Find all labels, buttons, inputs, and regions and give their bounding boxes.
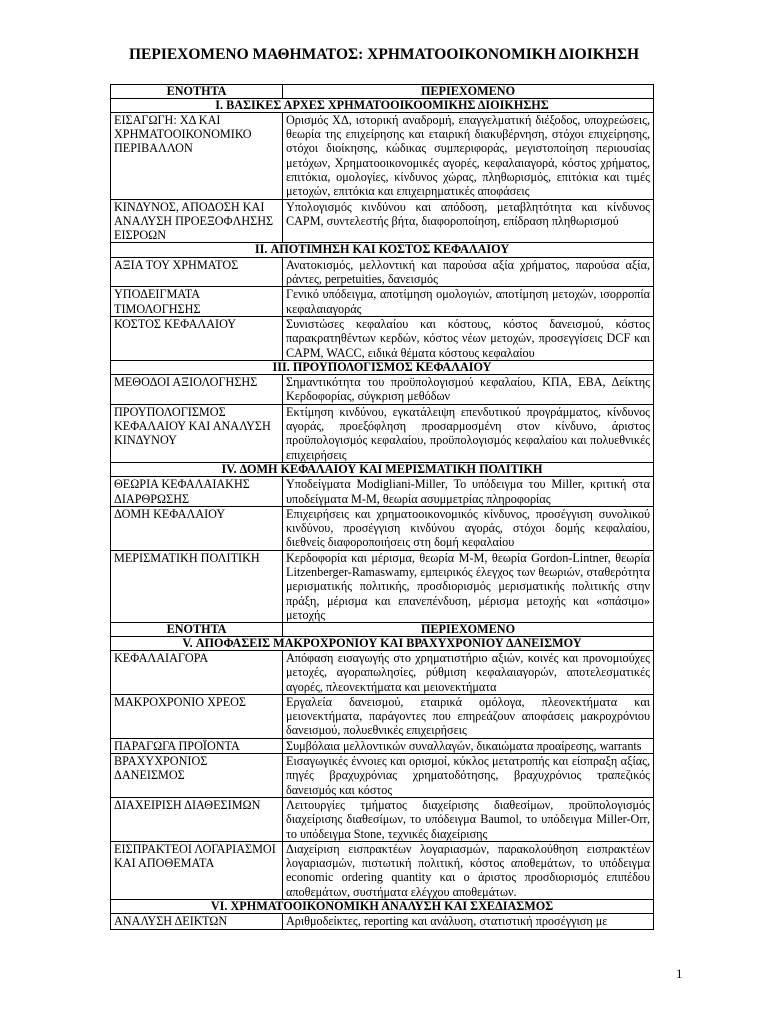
table-row bbox=[111, 914, 654, 929]
section-heading: IV. ΔΟΜΗ ΚΕΦΑΛΑΙΟΥ ΚΑΙ ΜΕΡΙΣΜΑΤΙΚΗ ΠΟΛΙΤΙΚΗ bbox=[111, 462, 654, 476]
section-heading-row bbox=[111, 462, 654, 476]
section-heading: V. ΑΠΟΦΑΣΕΙΣ ΜΑΚΡΟΧΡΟΝΙΟΥ ΚΑΙ ΒΡΑΧΥΧΡΟΝΙΟΥ ΔΑΝΕΙΣΜΟΥ bbox=[111, 636, 654, 650]
table-row bbox=[111, 375, 654, 405]
table-header-row bbox=[111, 85, 654, 99]
content-cell: Λειτουργίες τμήματος διαχείρισης διαθεσίμων, προϋπολογισμός διαχείρισης διαθεσίμων, το υπόδειγμα Baumol, το υπόδειγμα Miller-Orr, το υπόδειγμα Stone, τεχνικές διαχείρισης bbox=[283, 797, 654, 841]
content-cell: Εκτίμηση κινδύνου, εγκατάλειψη επενδυτικού προγράμματος, κίνδυνος αγοράς, προεξόφληση προσαρμοσμένη στον κίνδυνο, άριστος προϋπολογισμός κεφαλαίου, προϋπολογισμός κεφαλαίου και πολυεθνικές επιχειρήσεις bbox=[283, 404, 654, 462]
topic-cell: ΕΙΣΑΓΩΓΗ: ΧΔ ΚΑΙ ΧΡΗΜΑΤΟΟΙΚΟΝΟΜΙΚΟ ΠΕΡΙΒΑΛΛΟΝ bbox=[111, 112, 283, 199]
topic-cell: ΚΟΣΤΟΣ ΚΕΦΑΛΑΙΟΥ bbox=[111, 316, 283, 360]
topic-cell: ΔΙΑΧΕΙΡΙΣΗ ΔΙΑΘΕΣΙΜΩΝ bbox=[111, 797, 283, 841]
topic-cell: ΕΙΣΠΡΑΚΤΕΟΙ ΛΟΓΑΡΙΑΣΜΟΙ ΚΑΙ ΑΠΟΘΕΜΑΤΑ bbox=[111, 841, 283, 899]
section-heading-row bbox=[111, 636, 654, 650]
table-row bbox=[111, 316, 654, 360]
topic-cell: ΔΟΜΗ ΚΕΦΑΛΑΙΟΥ bbox=[111, 506, 283, 550]
section-heading-row bbox=[111, 360, 654, 374]
table-row bbox=[111, 477, 654, 507]
content-cell: Εισαγωγικές έννοιες και ορισμοί, κύκλος μετατροπής και είσπραξη αξίας, πηγές βραχυχρόνιας χρηματοδότησης, βραχυχρόνιος τραπεζικός δανεισμός και κόστος bbox=[283, 754, 654, 798]
topic-cell: ΜΕΘΟΔΟΙ ΑΞΙΟΛΟΓΗΣΗΣ bbox=[111, 375, 283, 405]
table-row bbox=[111, 404, 654, 462]
section-heading: I. ΒΑΣΙΚΕΣ ΑΡΧΕΣ ΧΡΗΜΑΤΟΟΙΚΟΟΜΙΚΗΣ ΔΙΟΙΚΗΣΗΣ bbox=[111, 98, 654, 112]
section-heading-row bbox=[111, 98, 654, 112]
content-cell: Γενικό υπόδειγμα, αποτίμηση ομολογιών, αποτίμηση μετοχών, ισορροπία κεφαλαιαγοράς bbox=[283, 287, 654, 317]
topic-cell: ΜΕΡΙΣΜΑΤΙΚΗ ΠΟΛΙΤΙΚΗ bbox=[111, 550, 283, 622]
table-row bbox=[111, 694, 654, 738]
topic-cell: ΠΑΡΑΓΩΓΑ ΠΡΟΪΟΝΤΑ bbox=[111, 738, 283, 753]
content-cell: Απόφαση εισαγωγής στο χρηματιστήριο αξιών, κοινές και προνομιούχες μετοχές, αγοραπωλησίες, ρύθμιση κεφαλαιαγορών, αποτελεσματικές αγορές, πλεονεκτήματα και μειονεκτήματα bbox=[283, 650, 654, 694]
topic-cell: ΚΕΦΑΛΑΙΑΓΟΡΑ bbox=[111, 650, 283, 694]
content-cell: Συνιστώσες κεφαλαίου και κόστους, κόστος δανεισμού, κόστος παρακρατηθέντων κερδών, κόστος νέων μετοχών, προσεγγίσεις DCF και CAPM, WACC, ειδικά θέματα κόστους κεφαλαίου bbox=[283, 316, 654, 360]
content-cell: Ορισμός ΧΔ, ιστορική αναδρομή, επαγγελματική διέξοδος, υποχρεώσεις, θεωρία της επιχείρησης και εταιρική διακυβέρνηση, στόχοι επιχείρησης, στόχοι διοίκησης, κώδικας συμπεριφοράς, μεγιστοποίηση περιουσίας μετόχων, Χρηματοοικονομικές αγορές, κεφαλαιαγορά, κόστος χρήματος, επιτόκια, ομολογίες, κίνδυνος χώρας, πληθωρισμός, επιτόκια και τιμές μετοχών, επιτόκια και επιχειρηματικές αποφάσεις bbox=[283, 112, 654, 199]
table-row bbox=[111, 199, 654, 243]
topic-cell: ΚΙΝΔΥΝΟΣ, ΑΠΟΔΟΣΗ ΚΑΙ ΑΝΑΛΥΣΗ ΠΡΟΕΞΟΦΛΗΣΗΣ ΕΙΣΡΟΩΝ bbox=[111, 199, 283, 243]
section-heading-row bbox=[111, 243, 654, 257]
table-row bbox=[111, 797, 654, 841]
column-header-topic: ΕΝΟΤΗΤΑ bbox=[111, 85, 283, 99]
table-row bbox=[111, 738, 654, 753]
table-row bbox=[111, 112, 654, 199]
table-row bbox=[111, 506, 654, 550]
content-cell: Επιχειρήσεις και χρηματοοικονομικός κίνδυνος, προσέγγιση συνολικού κινδύνου, προσέγγιση κινδύνου αγοράς, στόχοι δομής κεφαλαίου, διεθνείς διαφοροποιήσεις στη δομή κεφαλαίου bbox=[283, 506, 654, 550]
table-row bbox=[111, 550, 654, 622]
table-header-row bbox=[111, 623, 654, 637]
topic-cell: ΑΞΙΑ ΤΟΥ ΧΡΗΜΑΤΟΣ bbox=[111, 257, 283, 287]
content-cell: Αριθμοδείκτες, reporting και ανάλυση, στατιστική προσέγγιση με bbox=[283, 914, 654, 929]
table-row bbox=[111, 650, 654, 694]
syllabus-table bbox=[110, 84, 654, 930]
topic-cell: ΒΡΑΧΥΧΡΟΝΙΟΣ ΔΑΝΕΙΣΜΟΣ bbox=[111, 754, 283, 798]
content-cell: Υπολογισμός κινδύνου και απόδοση, μεταβλητότητα και κίνδυνος CAPM, συντελεστής βήτα, διαφοροποίηση, επίδραση πληθωρισμού bbox=[283, 199, 654, 243]
section-heading: VI. ΧΡΗΜΑΤΟΟΙΚΟΝΟΜΙΚΗ ΑΝΑΛΥΣΗ ΚΑΙ ΣΧΕΔΙΑΣΜΟΣ bbox=[111, 900, 654, 914]
content-cell: Ανατοκισμός, μελλοντική και παρούσα αξία χρήματος, παρούσα αξία, ράντες, perpetuities, δανεισμός bbox=[283, 257, 654, 287]
topic-cell: ΠΡΟΥΠΟΛΟΓΙΣΜΟΣ ΚΕΦΑΛΑΙΟΥ ΚΑΙ ΑΝΑΛΥΣΗ ΚΙΝΔΥΝΟΥ bbox=[111, 404, 283, 462]
table-row bbox=[111, 287, 654, 317]
table-row bbox=[111, 841, 654, 899]
syllabus-table-body bbox=[111, 85, 654, 930]
content-cell: Υποδείγματα Modigliani-Miller, Το υπόδειγμα του Miller, κριτική στα υποδείγματα Μ-Μ, θεωρία ασυμμετρίας πληροφορίας bbox=[283, 477, 654, 507]
column-header-content: ΠΕΡΙΕΧΟΜΕΝΟ bbox=[283, 85, 654, 99]
section-heading-row bbox=[111, 900, 654, 914]
topic-cell: ΘΕΩΡΙΑ ΚΕΦΑΛΑΙΑΚΗΣ ΔΙΑΡΘΡΩΣΗΣ bbox=[111, 477, 283, 507]
content-cell: Διαχείριση εισπρακτέων λογαριασμών, παρακολούθηση εισπρακτέων λογαριασμών, πιστωτική πολιτική, κόστος αποθεμάτων, το υπόδειγμα economic ordering quantity και ο άριστος προσδιορισμός επιπέδου αποθεμάτων, συστήματα ελέγχου αποθεμάτων. bbox=[283, 841, 654, 899]
column-header-content: ΠΕΡΙΕΧΟΜΕΝΟ bbox=[283, 623, 654, 637]
page-number: 1 bbox=[676, 966, 683, 981]
content-cell: Συμβόλαια μελλοντικών συναλλαγών, δικαιώματα προαίρεσης, warrants bbox=[283, 738, 654, 753]
content-cell: Εργαλεία δανεισμού, εταιρικά ομόλογα, πλεονεκτήματα και μειονεκτήματα, παράγοντες που επηρεάζουν αποφάσεις μακροχρόνιου δανεισμού, πολυεθνικές επιχειρήσεις bbox=[283, 694, 654, 738]
table-row bbox=[111, 257, 654, 287]
content-cell: Σημαντικότητα του προϋπολογισμού κεφαλαίου, ΚΠΑ, ΕΒΑ, Δείκτης Κερδοφορίας, σύγκριση μεθόδων bbox=[283, 375, 654, 405]
topic-cell: ΥΠΟΔΕΙΓΜΑΤΑ ΤΙΜΟΛΟΓΗΣΗΣ bbox=[111, 287, 283, 317]
section-heading: III. ΠΡΟΥΠΟΛΟΓΙΣΜΟΣ ΚΕΦΑΛΑΙΟΥ bbox=[111, 360, 654, 374]
content-cell: Κερδοφορία και μέρισμα, θεωρία Μ-Μ, θεωρία Gordon-Lintner, θεωρία Litzenberger-Ramaswamy, εμπειρικός έλεγχος των θεωριών, σταθερότητα μερισματικής πολιτικής, προσδιορισμός μερισματικής πολιτικής στην πράξη, μέρισμα και επανεπένδυση, μέρισμα μετοχής και «σπάσιμο» μετοχής bbox=[283, 550, 654, 622]
table-row bbox=[111, 754, 654, 798]
topic-cell: ΑΝΑΛΥΣΗ ΔΕΙΚΤΩΝ bbox=[111, 914, 283, 929]
topic-cell: ΜΑΚΡΟΧΡΟΝΙΟ ΧΡΕΟΣ bbox=[111, 694, 283, 738]
page-title: ΠΕΡΙΕΧΟΜΕΝΟ ΜΑΘΗΜΑΤΟΣ: ΧΡΗΜΑΤΟΟΙΚΟΝΟΜΙΚΗ ΔΙΟΙΚΗΣΗ bbox=[128, 46, 640, 63]
column-header-topic: ΕΝΟΤΗΤΑ bbox=[111, 623, 283, 637]
section-heading: II. ΑΠΟΤΙΜΗΣΗ ΚΑΙ ΚΟΣΤΟΣ ΚΕΦΑΛΑΙΟΥ bbox=[111, 243, 654, 257]
